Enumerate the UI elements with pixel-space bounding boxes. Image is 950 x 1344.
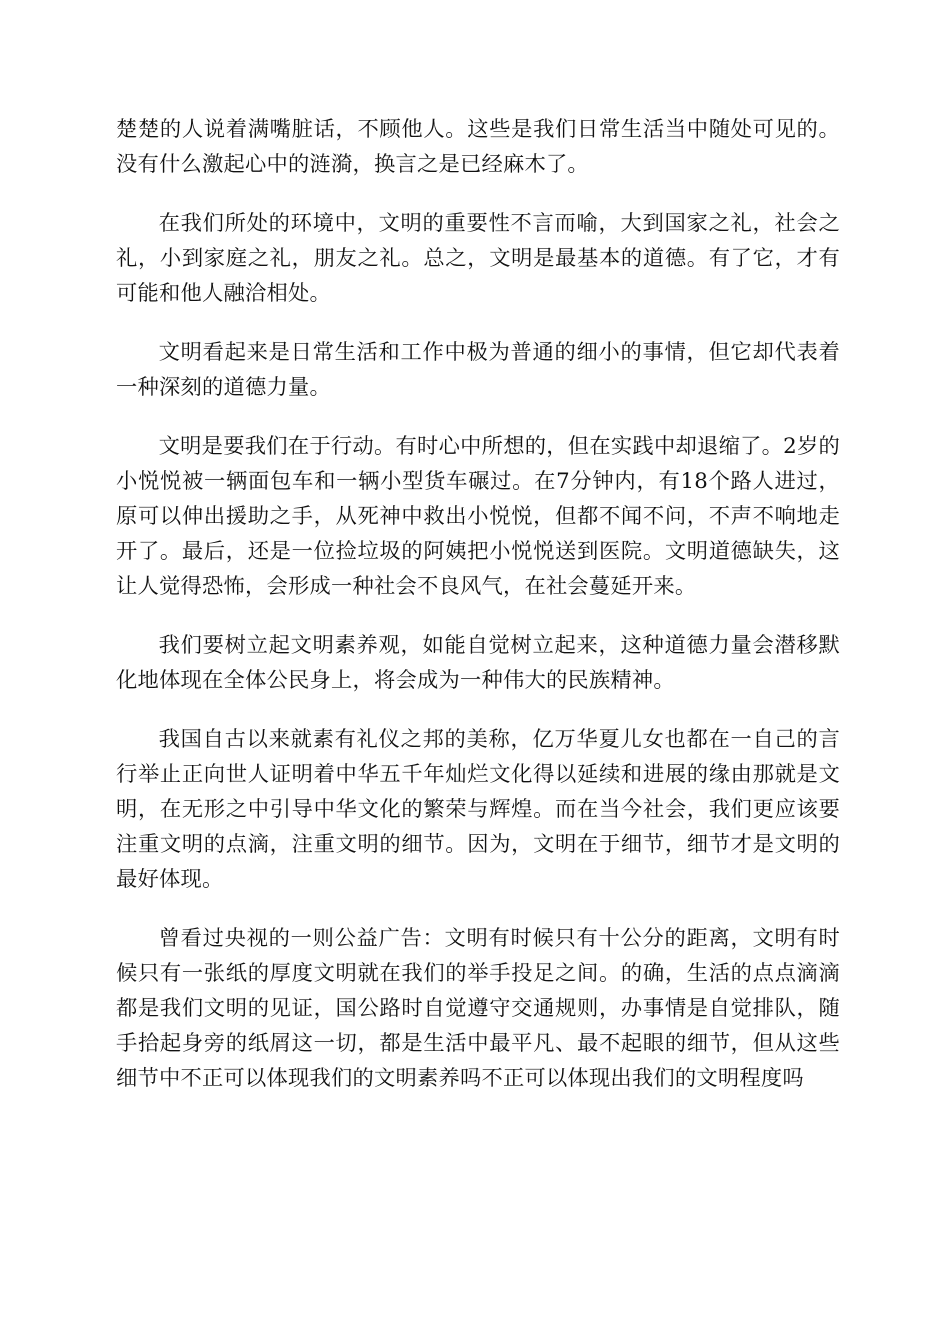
paragraph-1: 楚楚的人说着满嘴脏话，不顾他人。这些是我们日常生活当中随处可见的。没有什么激起心中的涟漪，换言之是已经麻木了。 (116, 117, 840, 177)
paragraph-4: 文明是要我们在于行动。有时心中所想的，但在实践中却退缩了。2岁的小悦悦被一辆面包车和一辆小型货车碾过。在7分钟内，有18个路人进过，原可以伸出援助之手，从死神中救出小悦悦，但都不闻不问，不声不响地走开了。最后，还是一位捡垃圾的阿姨把小悦悦送到医院。文明道德缺失，这让人觉得恐怖，会形成一种社会不良风气，在社会蔓延开来。 (116, 434, 840, 599)
paragraph-6: 我国自古以来就素有礼仪之邦的美称，亿万华夏儿女也都在一自己的言行举止正向世人证明着中华五千年灿烂文化得以延续和进展的缘由那就是文明，在无形之中引导中华文化的繁荣与辉煌。而在当今社会，我们更应该要注重文明的点滴，注重文明的细节。因为，文明在于细节，细节才是文明的最好体现。 (116, 727, 840, 892)
document-body (116, 112, 840, 1120)
paragraph-2: 在我们所处的环境中，文明的重要性不言而喻，大到国家之礼，社会之礼，小到家庭之礼，朋友之礼。总之，文明是最基本的道德。有了它，才有可能和他人融洽相处。 (116, 211, 840, 306)
paragraph-5: 我们要树立起文明素养观，如能自觉树立起来，这种道德力量会潜移默化地体现在全体公民身上，将会成为一种伟大的民族精神。 (116, 633, 840, 693)
paragraph-7: 曾看过央视的一则公益广告：文明有时候只有十公分的距离，文明有时候只有一张纸的厚度文明就在我们的举手投足之间。的确，生活的点点滴滴都是我们文明的见证，国公路时自觉遵守交通规则，办事情是自觉排队，随手拾起身旁的纸屑这一切，都是生活中最平凡、最不起眼的细节，但从这些细节中不正可以体现我们的文明素养吗不正可以体现出我们的文明程度吗 (116, 926, 840, 1091)
paragraph-3: 文明看起来是日常生活和工作中极为普通的细小的事情，但它却代表着一种深刻的道德力量。 (116, 340, 840, 400)
